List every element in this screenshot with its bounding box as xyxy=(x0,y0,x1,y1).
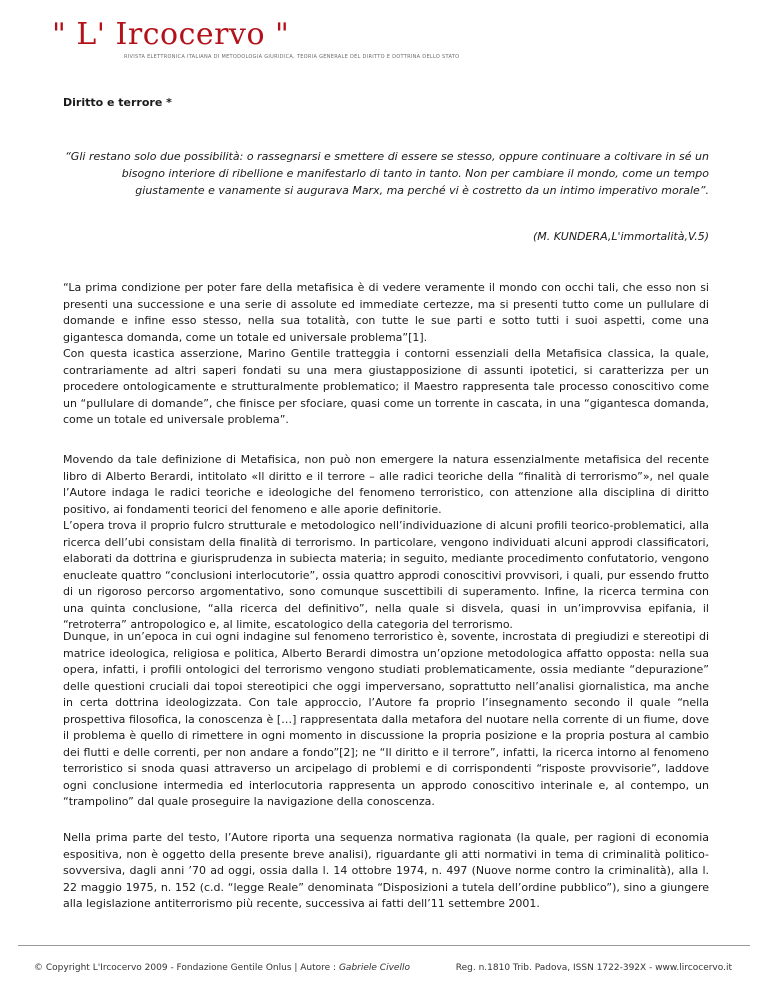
paragraph-6: Nella prima parte del testo, l’Autore riporta una sequenza normativa ragionata (la quale, per ragioni di economia espositiva, non è oggetto della presente breve analisi), riguardante gli atti normativi in tema di criminalità politico-sovversiva, dagli anni ’70 ad oggi, ossia dalla l. 14 ottobre 1974, n. 497 (Nuove norme contro la criminalità), alla l. 22 maggio 1975, n. 152 (c.d. “legge Reale” denominata “Disposizioni a tutela dell’ordine pubblico”), sino a giungere alla legislazione antiterrorismo più recente, successiva ai fatti dell’11 settembre 2001. xyxy=(63,831,709,910)
footer-author: Gabriele Civello xyxy=(338,963,410,973)
journal-logo: " L' Ircocervo " xyxy=(52,17,290,52)
footer-registration: Reg. n.1810 Trib. Padova, ISSN 1722-392X - www.lircocervo.it xyxy=(455,963,732,973)
journal-tagline: RIVISTA ELETTRONICA ITALIANA DI METODOLOGIA GIURIDICA, TEORIA GENERALE DEL DIRITTO E DOTTRINA DELLO STATO xyxy=(124,54,460,60)
article-heading: Diritto e terrore * xyxy=(63,96,172,109)
footer-copyright-text: © Copyright L'Ircocervo 2009 - Fondazione Gentile Onlus | Autore : xyxy=(34,963,339,973)
paragraph-1: “La prima condizione per poter fare della metafisica è di vedere veramente il mondo con occhi tali, che esso non si presenti una successione e una serie di assolute ed immediate certezze, ma si presenti tutto come un pullulare di domande e infine esso stesso, nella sua totalità, con tutte le sue parti e sotto tutti i suoi aspetti, come una gigantesca domanda, come un totale ed universale problema”[1]. xyxy=(63,281,709,344)
masthead xyxy=(52,18,712,64)
paragraph-4: L’opera trova il proprio fulcro strutturale e metodologico nell’individuazione di alcuni profili teorico-problematici, alla ricerca dell’ubi consistam della finalità di terrorismo. In particolare, vengono individuati alcuni approdi classificatori, elaborati da dottrina e giurisprudenza in subiecta materia; in seguito, mediante procedimento confutatorio, vengono enucleate quattro “conclusioni interlocutorie”, ossia quattro approdi conoscitivi provvisori, i quali, pur essendo frutto di un rigoroso percorso argomentativo, sono comunque suscettibili di superamento. Infine, la ricerca termina con una quinta conclusione, “alla ricerca del definitivo”, nella quale si disvela, quasi in un’improvvisa epifania, il “retroterra” antropologico e, al limite, escatologico della categoria del terrorismo. xyxy=(63,519,709,631)
paragraph-3: Movendo da tale definizione di Metafisica, non può non emergere la natura essenzialmente metafisica del recente libro di Alberto Berardi, intitolato «Il diritto e il terrore – alle radici teoriche della “finalità di terrorismo”», nel quale l’Autore indaga le radici teoriche e ideologiche del fenomeno terroristico, con attenzione alla disciplina di diritto positivo, ai fondamenti teorici del fenomeno e alle aporie definitorie. xyxy=(63,453,709,516)
footer-copyright xyxy=(34,963,410,973)
paragraph-2: Con questa icastica asserzione, Marino Gentile tratteggia i contorni essenziali della Metafisica classica, la quale, contrariamente ad altri saperi fondati su una mera giustapposizione di assunti ipotetici, si caratterizza per un procedere ontologicamente e strutturalmente problematico; il Maestro rappresenta tale processo conoscitivo come un “pullulare di domande”, che finisce per sfociare, quasi come un torrente in cascata, in una “gigantesca domanda, come un totale ed universale problema”. xyxy=(63,347,709,426)
paragraph-5: Dunque, in un’epoca in cui ogni indagine sul fenomeno terroristico è, sovente, incrostata di pregiudizi e stereotipi di matrice ideologica, religiosa e politica, Alberto Berardi dimostra un’opzione metodologica affatto opposta: nella sua opera, infatti, i profili ontologici del terrorismo vengono studiati problematicamente, ossia mediante “depurazione” delle questioni cruciali dai topoi stereotipici che oggi imperversano, soprattutto nell’analisi giornalistica, ma anche in certa dottrina ideologizzata. Con tale approccio, l’Autore fa proprio l’insegnamento secondo il quale “nella prospettiva filosofica, la conoscenza è […] rappresentata dalla metafora del nuotare nella corrente di un fiume, dove il problema è quello di rimettere in ogni momento in discussione la propria posizione e la propria postura al cambio dei flutti e delle correnti, per non andare a fondo”[2]; ne “Il diritto e il terrore”, infatti, la ricerca intorno al fenomeno terroristico si snoda quasi attraverso un arcipelago di problemi e di corrispondenti “risposte provvisorie”, laddove ogni conclusione intermedia ed interlocutoria rappresenta un approdo conoscitivo interinale e, al contempo, un “trampolino” dal quale proseguire la navigazione della conoscenza. xyxy=(63,630,709,808)
footer-divider xyxy=(18,945,750,946)
epigraph-citation: (M. KUNDERA,L'immortalità,V.5) xyxy=(532,230,709,243)
epigraph-quote: “Gli restano solo due possibilità: o rassegnarsi e smettere di essere se stesso, oppure continuare a coltivare in sé un bisogno interiore di ribellione e manifestarlo di tanto in tanto. Non per cambiare il mondo, come un tempo giustamente e vanamente si augurava Marx, ma perché vi è costretto da un intimo imperativo morale”. xyxy=(65,150,709,197)
